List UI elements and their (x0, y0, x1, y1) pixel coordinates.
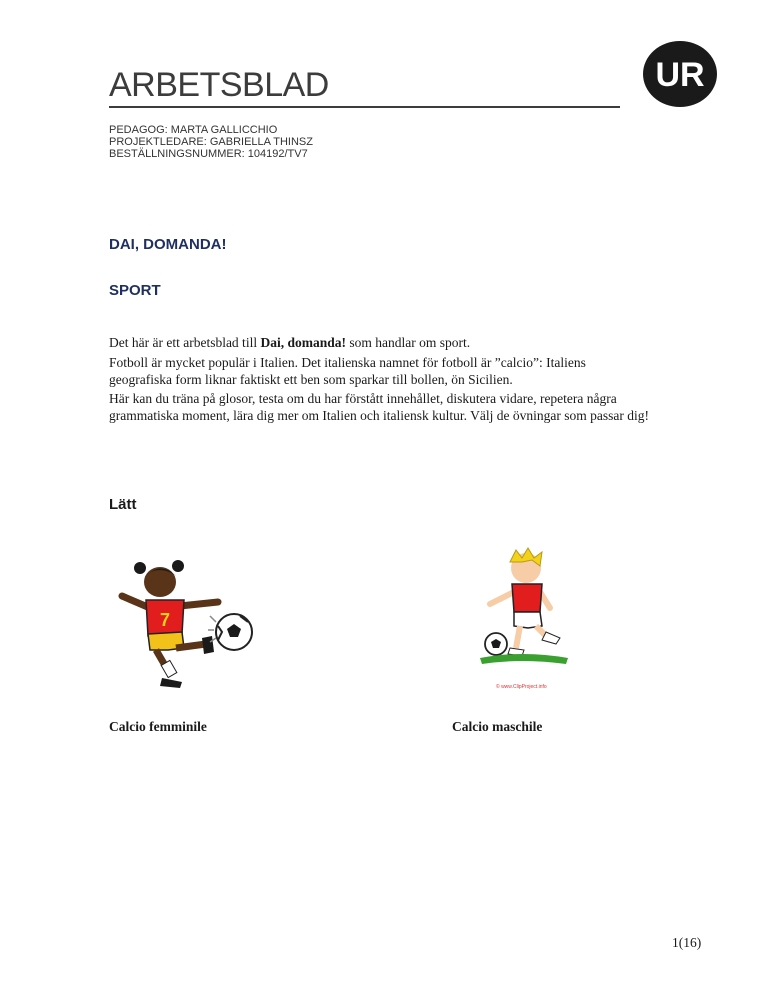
boy-football-player-image (476, 546, 570, 672)
title-divider (109, 106, 620, 108)
meta-pedagog: PEDAGOG: MARTA GALLICCHIO (109, 124, 278, 136)
ur-logo (642, 40, 718, 108)
meta-bestallningsnummer: BESTÄLLNINGSNUMMER: 104192/TV7 (109, 148, 308, 160)
page-number: 1(16) (672, 935, 702, 950)
meta-info (109, 124, 313, 160)
intro-paragraph (109, 334, 649, 351)
topic-heading: SPORT (109, 282, 161, 299)
level-heading: Lätt (109, 496, 137, 513)
caption-calcio-maschile: Calcio maschile (452, 719, 543, 734)
caption-calcio-femminile: Calcio femminile (109, 719, 207, 734)
girl-football-player-image (110, 556, 255, 691)
intro-suffix: som handlar om sport. (345, 335, 471, 350)
program-heading: DAI, DOMANDA! (109, 236, 227, 253)
logo-text: UR (655, 56, 705, 94)
image-credit: © www.ClipProject.info (496, 684, 547, 690)
exercise-paragraph: Här kan du träna på glosor, testa om du har förstått innehållet, diskutera vidare, repetera några grammatiska moment, lära dig mer om Italien och italiensk kultur. Välj de övningar som passar dig! (109, 391, 649, 423)
calcio-paragraph: Fotboll är mycket populär i Italien. Det italienska namnet för fotboll är ”calcio”: Italiens geografiska form liknar faktiskt ett ben som sparkar till bollen, ön Sicilien. (109, 355, 586, 387)
intro-prefix: Det här är ett arbetsblad till (109, 335, 261, 350)
intro-program-name: Dai, domanda! (260, 335, 346, 350)
worksheet-title: ARBETSBLAD (109, 66, 329, 104)
shirt-number: 7 (159, 610, 171, 630)
meta-projektledare: PROJEKTLEDARE: GABRIELLA THINSZ (109, 136, 313, 148)
